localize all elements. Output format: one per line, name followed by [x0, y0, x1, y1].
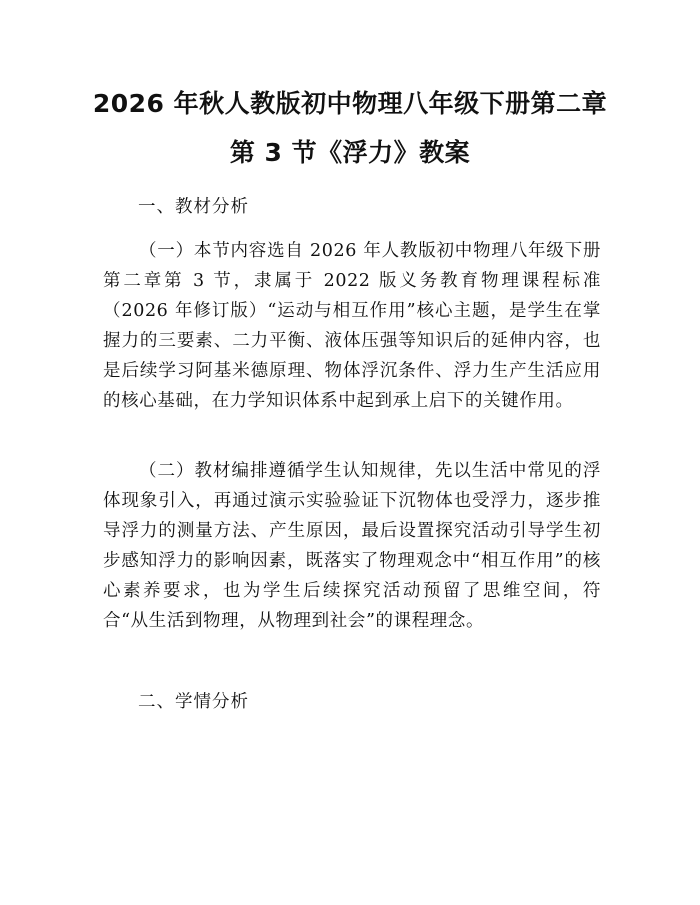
paragraph-textbook-analysis-1: （一）本节内容选自 2026 年人教版初中物理八年级下册第二章第 3 节，隶属于 2022 版义务教育物理课程标准（2026 年修订版）“运动与相互作用”核心主题，是学生在掌握力的三要素、二力平衡、液体压强等知识后的延伸内容，也是后续学习阿基米德原理、物体浮沉条件、浮力生产生活应用的核心基础，在力学知识体系中起到承上启下的关键作用。 — [103, 241, 601, 411]
document-title-line-2: 第 3 节《浮力》教案 — [229, 138, 471, 167]
section-heading-student-analysis: 二、学情分析 — [138, 692, 249, 712]
paragraph-textbook-analysis-2: （二）教材编排遵循学生认知规律，先以生活中常见的浮体现象引入，再通过演示实验验证下沉物体也受浮力，逐步推导浮力的测量方法、产生原因，最后设置探究活动引导学生初步感知浮力的影响因素，既落实了物理观念中“相互作用”的核心素养要求，也为学生后续探究活动预留了思维空间，符合“从生活到物理，从物理到社会”的课程理念。 — [103, 461, 601, 631]
document-title-line-1: 2026 年秋人教版初中物理八年级下册第二章 — [92, 89, 608, 118]
section-heading-textbook-analysis: 一、教材分析 — [138, 197, 249, 217]
